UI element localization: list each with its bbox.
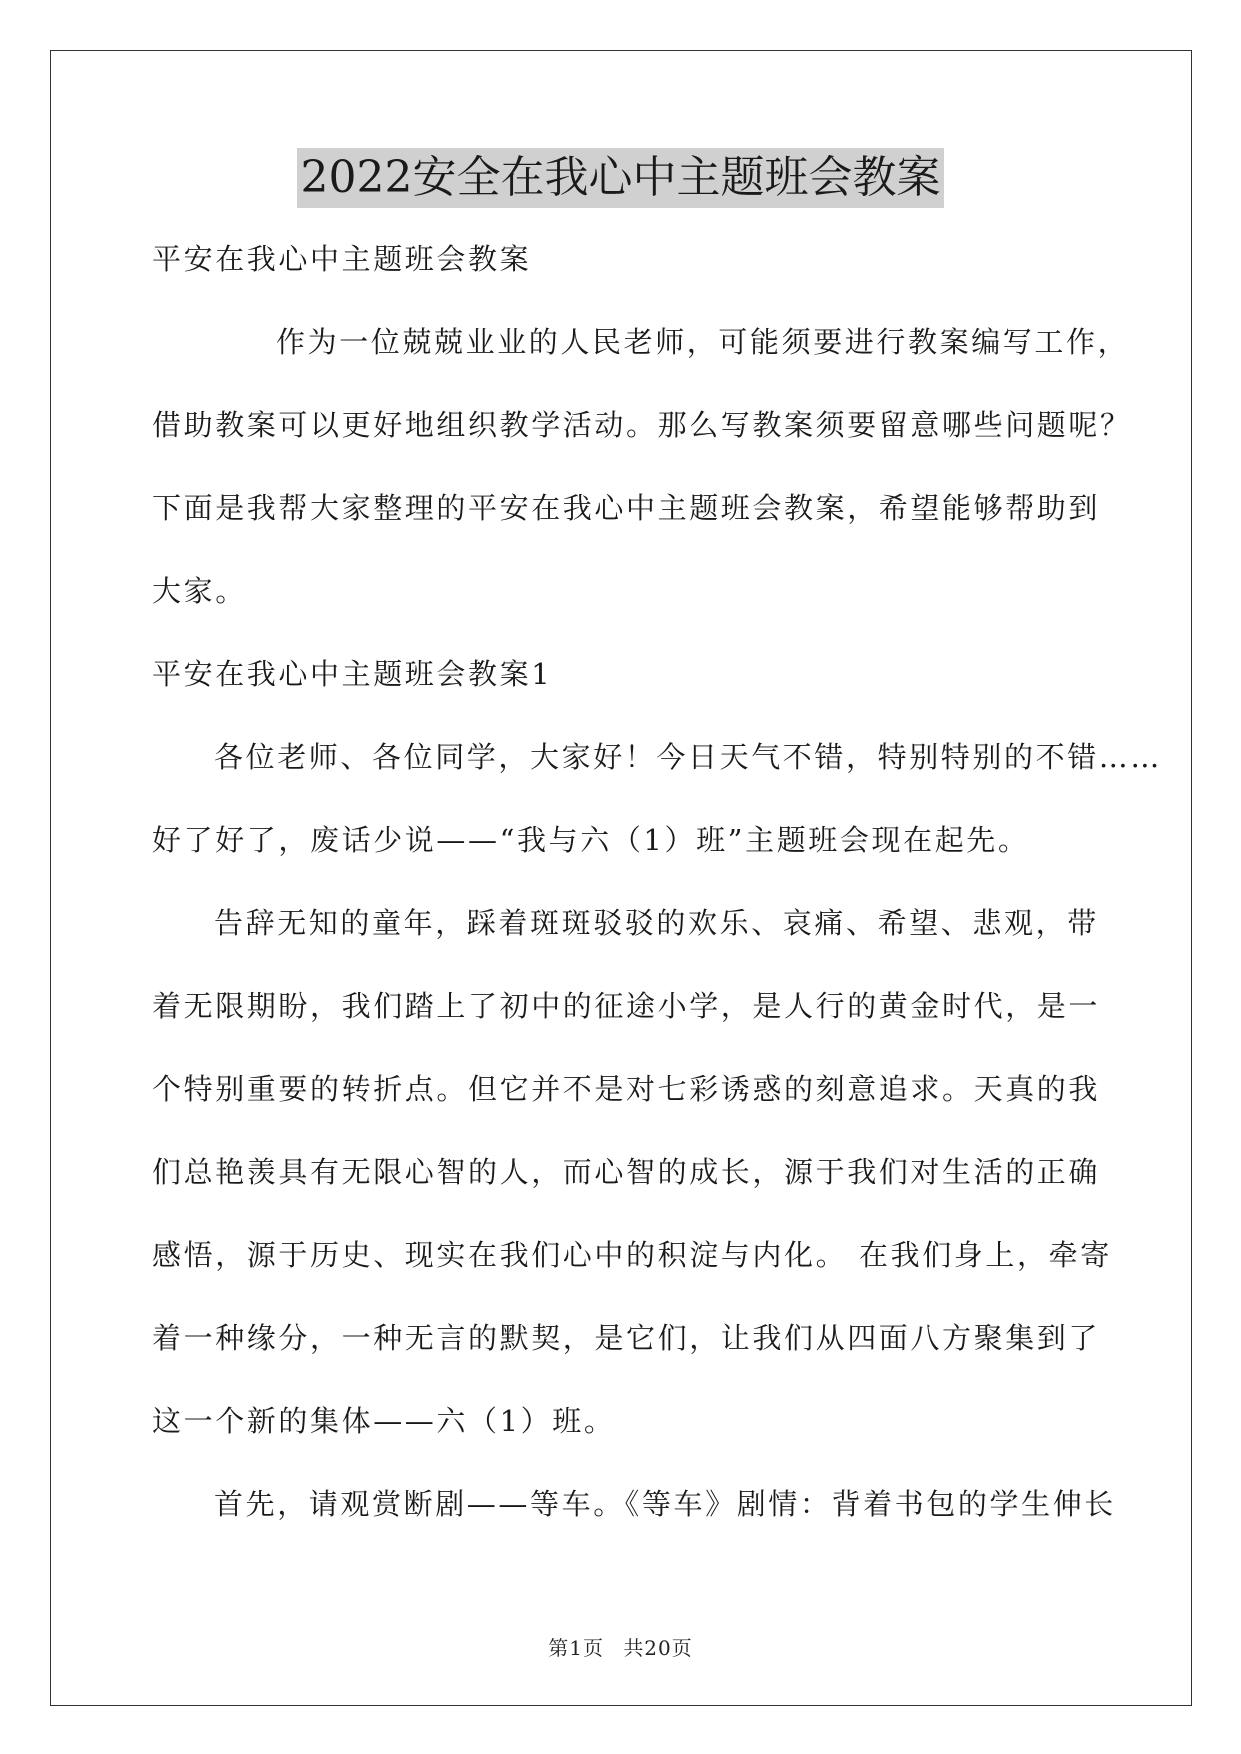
page-number: 第1页 (548, 1636, 604, 1660)
page-total: 共20页 (623, 1636, 693, 1660)
paragraph-line: 个特别重要的转折点。但它并不是对七彩诱惑的刻意追求。天真的我 (152, 1072, 1101, 1106)
section-heading: 平安在我心中主题班会教案 (152, 242, 532, 276)
paragraph-line: 这一个新的集体——六（1）班。 (152, 1404, 616, 1438)
page-footer (0, 1632, 1241, 1661)
paragraph-line: 着一种缘分，一种无言的默契，是它们，让我们从四面八方聚集到了 (152, 1321, 1101, 1355)
section-heading: 平安在我心中主题班会教案1 (152, 657, 553, 691)
paragraph-line: 下面是我帮大家整理的平安在我心中主题班会教案，希望能够帮助到 (152, 491, 1101, 525)
paragraph-line: 们总艳羡具有无限心智的人，而心智的成长，源于我们对生活的正确 (152, 1155, 1101, 1189)
paragraph-line: 告辞无知的童年，踩着斑斑驳驳的欢乐、哀痛、希望、悲观，带 (214, 906, 1099, 940)
paragraph-line: 大家。 (152, 574, 247, 608)
paragraph-line: 感悟，源于历史、现实在我们心中的积淀与内化。 在我们身上，牵寄 (152, 1238, 1112, 1272)
title-container (0, 148, 1241, 208)
paragraph-line: 作为一位兢兢业业的人民老师，可能须要进行教案编写工作， (276, 325, 1130, 359)
document-body (152, 232, 1163, 1560)
paragraph-line: 借助教案可以更好地组织教学活动。那么写教案须要留意哪些问题呢？ (152, 408, 1132, 442)
paragraph-line: 各位老师、各位同学，大家好！今日天气不错，特别特别的不错…… (214, 740, 1163, 774)
paragraph-line: 着无限期盼，我们踏上了初中的征途小学，是人行的黄金时代，是一 (152, 989, 1101, 1023)
paragraph-line: 首先，请观赏断剧——等车。《等车》剧情：背着书包的学生伸长 (214, 1487, 1116, 1521)
document-title: 2022安全在我心中主题班会教案 (297, 148, 945, 208)
paragraph-line: 好了好了，废话少说——“我与六（1）班”主题班会现在起先。 (152, 823, 1030, 857)
